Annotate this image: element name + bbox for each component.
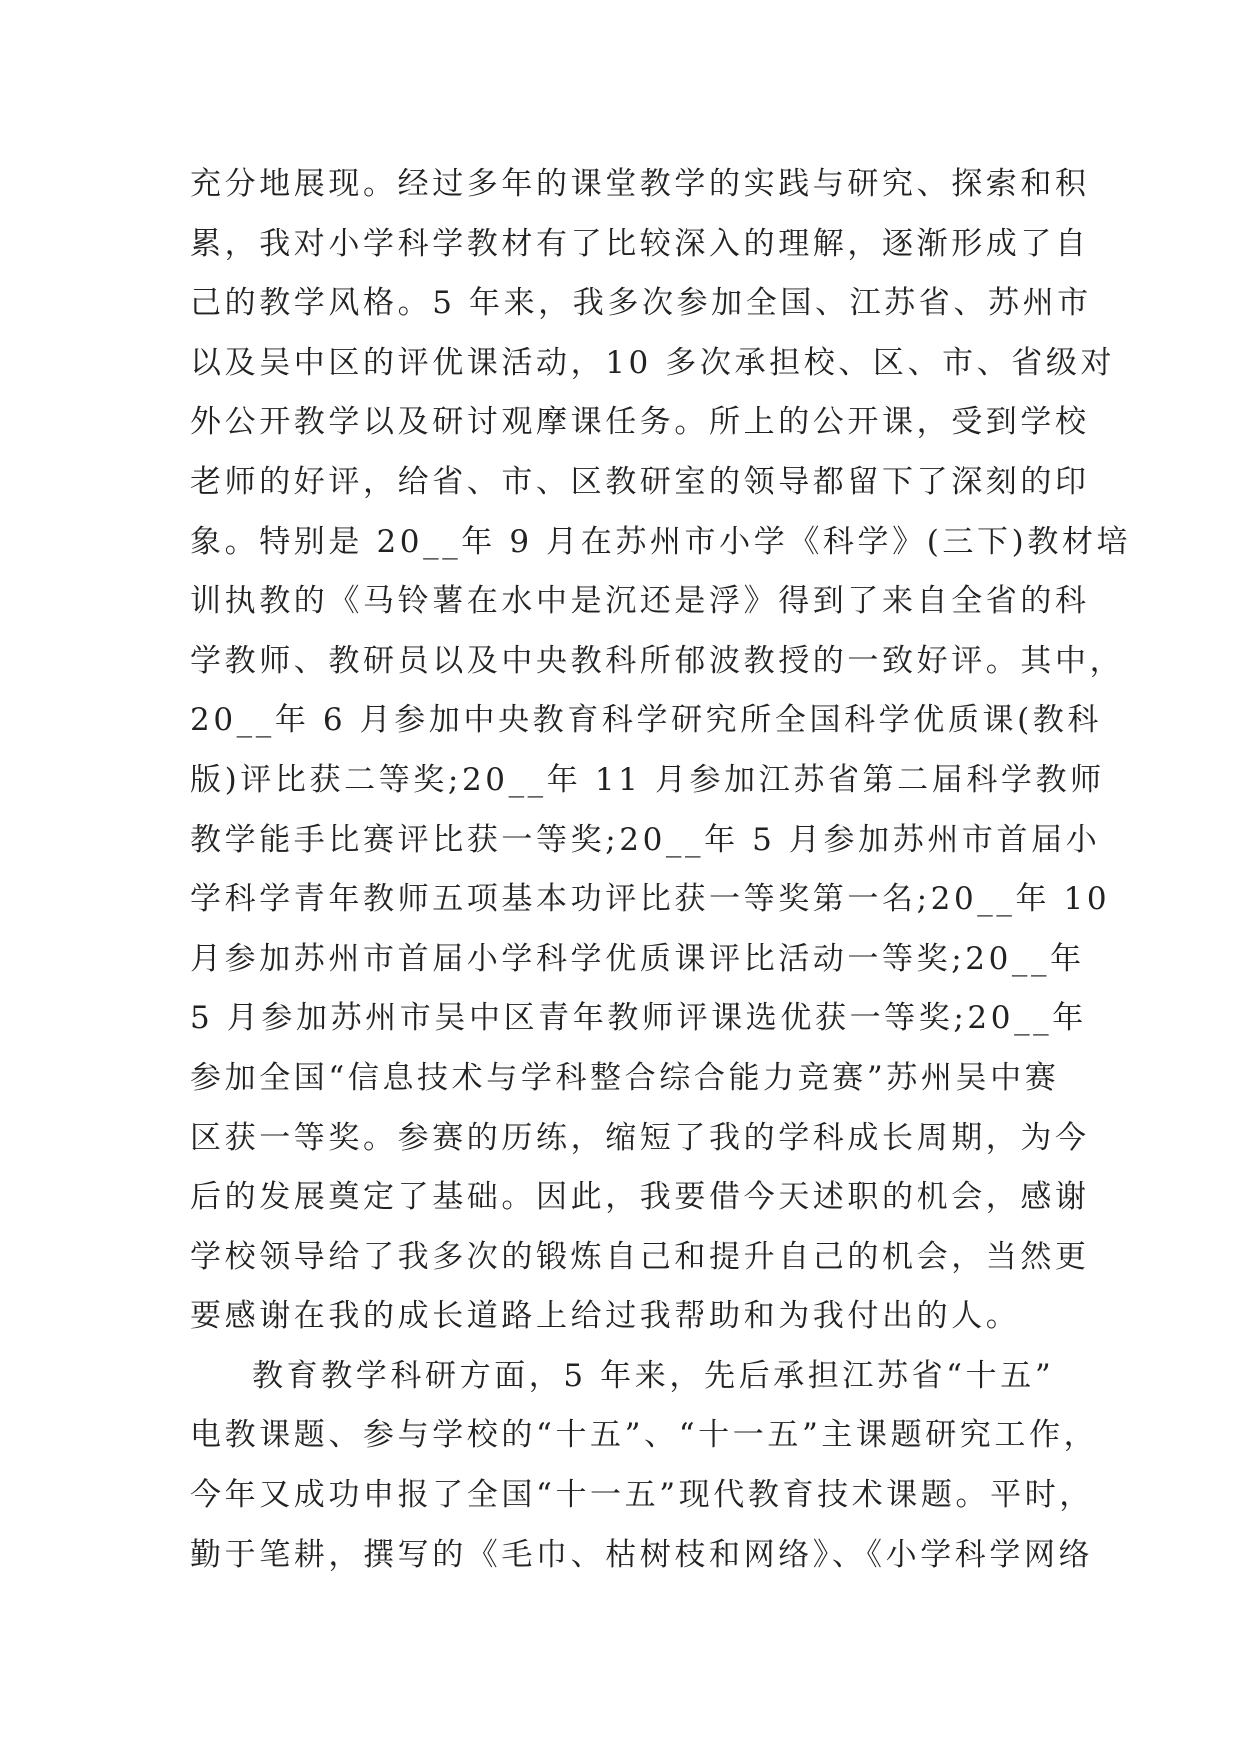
text-line: 版)评比获二等奖;20__年 11 月参加江苏省第二届科学教师	[190, 761, 1105, 798]
text-line: 5 月参加苏州市吴中区青年教师评课选优获一等奖;20__年	[190, 1000, 1087, 1037]
text-line: 月参加苏州市首届小学科学优质课评比活动一等奖;20__年	[190, 940, 1085, 977]
text-line: 教学能手比赛评比获一等奖;20__年 5 月参加苏州市首届小	[190, 821, 1101, 858]
text-line: 学校领导给了我多次的锻炼自己和提升自己的机会，当然更	[190, 1238, 1090, 1275]
document-body	[190, 155, 1132, 1585]
text-line: 后的发展奠定了基础。因此，我要借今天述职的机会，感谢	[190, 1179, 1090, 1216]
text-line: 充分地展现。经过多年的课堂教学的实践与研究、探索和积	[190, 166, 1090, 202]
text-line: 电教课题、参与学校的“十五”、“十一五”主课题研究工作，	[190, 1417, 1099, 1454]
text-line: 要感谢在我的成长道路上给过我帮助和为我付出的人。	[190, 1298, 1021, 1335]
text-line: 老师的好评，给省、市、区教研室的领导都留下了深刻的印	[190, 463, 1090, 500]
text-line: 以及吴中区的评优课活动，10 多次承担校、区、市、省级对	[190, 344, 1116, 381]
text-line: 20__年 6 月参加中央教育科学研究所全国科学优质课(教科	[190, 702, 1102, 739]
text-line: 参加全国“信息技术与学科整合综合能力竞赛”苏州吴中赛	[190, 1059, 1060, 1096]
paragraph-2	[190, 1347, 1099, 1585]
paragraph-1	[190, 155, 1132, 1347]
text-line: 区获一等奖。参赛的历练，缩短了我的学科成长周期，为今	[190, 1119, 1090, 1156]
text-line: 学科学青年教师五项基本功评比获一等奖第一名;20__年 10	[190, 881, 1111, 918]
text-line: 累，我对小学科学教材有了比较深入的理解，逐渐形成了自	[190, 225, 1090, 262]
text-line: 象。特别是 20__年 9 月在苏州市小学《科学》(三下)教材培	[190, 523, 1132, 560]
text-line: 外公开教学以及研讨观摩课任务。所上的公开课，受到学校	[190, 404, 1090, 441]
text-line: 己的教学风格。5 年来，我多次参加全国、江苏省、苏州市	[190, 285, 1092, 322]
text-line: 勤于笔耕，撰写的《毛巾、枯树枝和网络》、《小学科学网络	[190, 1536, 1094, 1573]
text-line: 训执教的《马铃薯在水中是沉还是浮》得到了来自全省的科	[190, 583, 1090, 620]
text-line: 学教师、教研员以及中央教科所郁波教授的一致好评。其中，	[190, 642, 1125, 679]
text-line: 教育教学科研方面，5 年来，先后承担江苏省“十五”	[252, 1357, 1055, 1394]
text-line: 今年又成功申报了全国“十一五”现代教育技术课题。平时，	[190, 1477, 1094, 1514]
